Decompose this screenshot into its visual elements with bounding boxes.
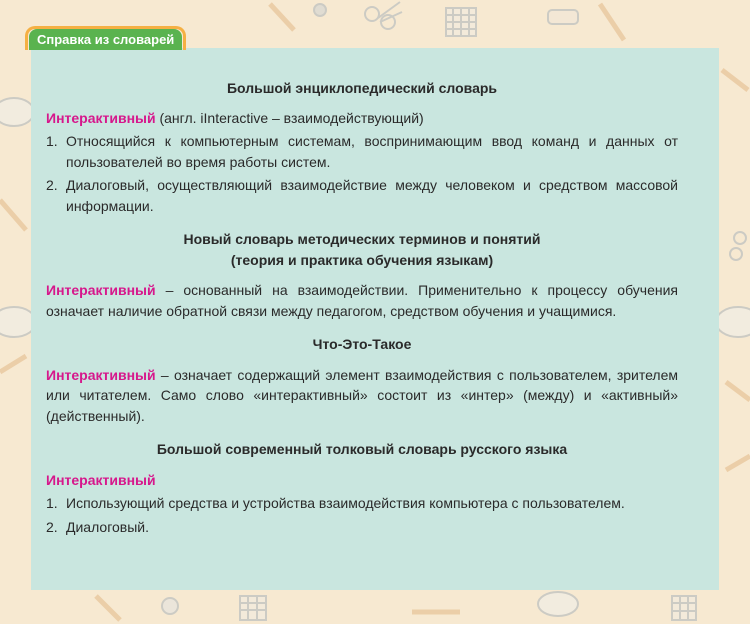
definition-text: (англ. iInteractive – взаимодействующий) [155,109,424,126]
definition-bes [46,108,678,129]
list-item-text: Относящийся к компьютерным системам, воспринимающим ввод команд и данных от пользователей во время работы систем. [66,133,678,170]
list-item-text: Диалоговый. [66,518,149,535]
dictionary-content [46,78,678,537]
definition-text: – основанный на взаимодействии. Применительно к процессу обучения означает наличие обратной связи между педагогом, средством обучения и учащимися. [46,282,678,319]
list-item-text: Использующий средства и устройства взаимодействия компьютера с пользователем. [66,495,625,511]
section-title-bes: Большой энциклопедический словарь [226,80,498,96]
section-title-methodical [46,229,678,270]
list-item-text: Диалоговый, осуществляющий взаимодействие между человеком и средством массовой информации. [66,177,678,214]
section-title-line: Новый словарь методических терминов и понятий [183,231,541,247]
list-item: 2. Диалоговый. [46,518,149,535]
definition-chto-eto-takoe [46,365,678,427]
section-title-line: (теория и практика обучения языкам) [230,251,494,268]
meaning-list-bstsrya [46,493,678,537]
section-title-bstsrya: Большой современный толковый словарь русского языка [156,441,568,457]
list-item: 1. Относящийся к компьютерным системам, воспринимающим ввод команд и данных от пользователей во время работы систем. [46,133,678,170]
section-title-chto-eto-takoe: Что-Это-Такое [312,336,412,352]
section-tab: Справка из словарей [29,29,182,50]
list-item: 2. Диалоговый, осуществляющий взаимодействие между человеком и средством массовой информации. [46,177,678,214]
list-item: 1. Использующий средства и устройства взаимодействия компьютера с пользователем. [46,495,625,511]
meaning-list-bes [46,131,678,216]
term: Интерактивный [46,366,156,383]
term: Интерактивный [46,282,156,298]
term: Интерактивный [46,471,156,488]
definition-methodical [46,280,678,321]
definition-bstsrya [46,470,678,491]
definition-text: – означает содержащий элемент взаимодействия с пользователем, зрителем или читателем. Само слово «интерактивный» состоит из «интер» (между) и «активный» (действенный). [46,366,678,424]
term: Интерактивный [46,109,156,126]
